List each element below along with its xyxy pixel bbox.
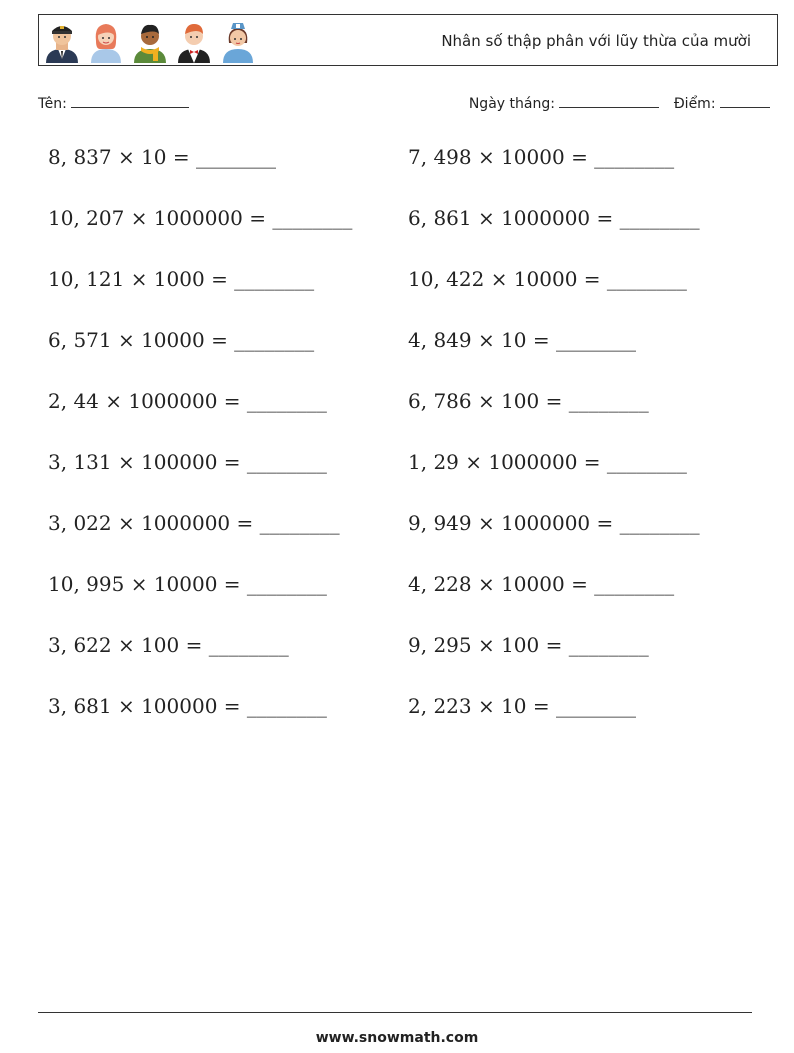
problem-row — [48, 204, 768, 265]
date-blank[interactable] — [559, 93, 659, 108]
problem-item[interactable]: 3, 622 × 100 = ________ — [48, 633, 289, 657]
problem-grid — [48, 143, 768, 753]
problem-item[interactable]: 7, 498 × 10000 = ________ — [408, 145, 675, 169]
score-blank[interactable] — [720, 93, 770, 108]
problem-item[interactable]: 3, 131 × 100000 = ________ — [48, 450, 327, 474]
problem-item[interactable]: 10, 207 × 1000000 = ________ — [48, 206, 353, 230]
problem-item[interactable]: 6, 861 × 1000000 = ________ — [408, 206, 700, 230]
problem-item[interactable]: 9, 295 × 100 = ________ — [408, 633, 649, 657]
problem-row — [48, 143, 768, 204]
problem-item[interactable]: 2, 44 × 1000000 = ________ — [48, 389, 327, 413]
date-score-fields — [469, 93, 770, 112]
worksheet-title: Nhân số thập phân với lũy thừa của mười — [441, 32, 751, 50]
problem-item[interactable]: 3, 022 × 1000000 = ________ — [48, 511, 340, 535]
footer-url[interactable]: www.snowmath.com — [315, 1030, 479, 1046]
problem-item[interactable]: 8, 837 × 10 = ________ — [48, 145, 277, 169]
problem-item[interactable]: 10, 121 × 1000 = ________ — [48, 267, 315, 291]
problem-row — [48, 509, 768, 570]
problem-item[interactable]: 4, 849 × 10 = ________ — [408, 328, 637, 352]
date-label: Ngày tháng: — [468, 96, 555, 112]
problem-item[interactable]: 10, 995 × 10000 = ________ — [48, 572, 327, 596]
problem-item[interactable]: 6, 786 × 100 = ________ — [408, 389, 649, 413]
problem-row — [48, 692, 768, 753]
problem-row — [48, 387, 768, 448]
problem-row — [48, 448, 768, 509]
footer-divider — [38, 1012, 752, 1013]
problem-item[interactable]: 3, 681 × 100000 = ________ — [48, 694, 327, 718]
woman-avatar-icon — [87, 19, 125, 63]
name-field[interactable] — [38, 93, 189, 112]
problem-item[interactable]: 2, 223 × 10 = ________ — [408, 694, 637, 718]
problem-item[interactable]: 4, 228 × 10000 = ________ — [408, 572, 675, 596]
problem-row — [48, 265, 768, 326]
student-info-row — [38, 93, 770, 115]
score-label: Điểm: — [673, 96, 716, 112]
waiter-avatar-icon — [175, 19, 213, 63]
problem-item[interactable]: 10, 422 × 10000 = ________ — [408, 267, 687, 291]
pilot-avatar-icon — [43, 19, 81, 63]
header-box — [38, 14, 778, 66]
problem-row — [48, 570, 768, 631]
problem-row — [48, 631, 768, 692]
problem-row — [48, 326, 768, 387]
nurse-avatar-icon — [219, 19, 257, 63]
problem-item[interactable]: 1, 29 × 1000000 = ________ — [408, 450, 687, 474]
problem-item[interactable]: 9, 949 × 1000000 = ________ — [408, 511, 700, 535]
avatar-strip — [43, 19, 257, 63]
name-label: Tên: — [38, 96, 67, 112]
name-blank[interactable] — [71, 93, 189, 108]
man-scarf-avatar-icon — [131, 19, 169, 63]
problem-item[interactable]: 6, 571 × 10000 = ________ — [48, 328, 315, 352]
